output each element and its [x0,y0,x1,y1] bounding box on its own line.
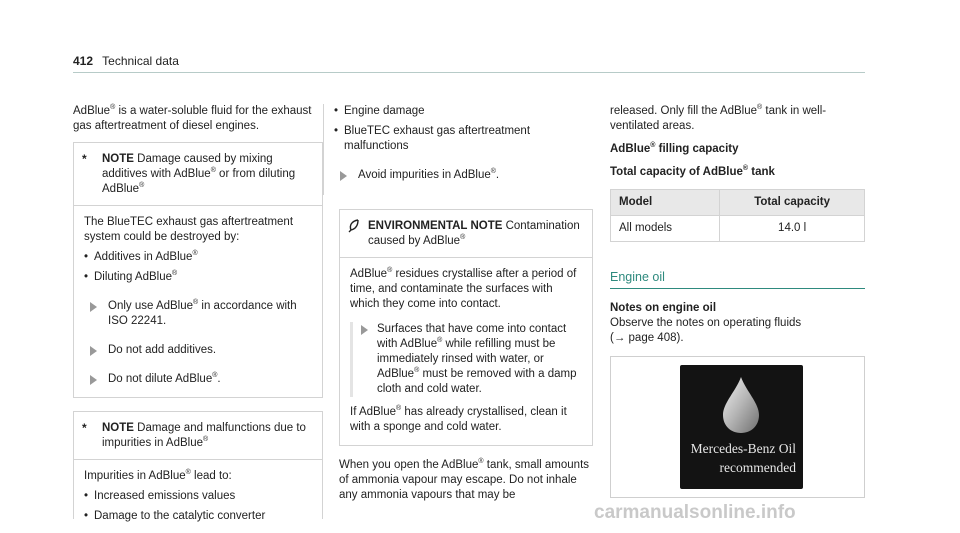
intro-paragraph: AdBlue® is a water-soluble fluid for the exhaust gas aftertreatment of diesel engines. [73,104,312,132]
instruction-arrow-icon [90,375,97,385]
list-item: • Damage to the catalytic converter [84,509,312,524]
cell-model: All models [611,216,720,242]
column-3 [610,104,865,498]
engine-oil-heading: Engine oil [610,270,865,289]
note-body: Impurities in AdBlue® lead to: • Increased emissions values • Damage to the catalytic converter [74,460,322,533]
table-row [611,216,865,242]
column-1 [73,104,323,522]
continuation-paragraph: released. Only fill the AdBlue® tank in well-ventilated areas. [610,104,827,132]
header-rule [73,72,865,73]
note-body: AdBlue® residues crystallise after a period of time, and contaminate the surfaces with which they come into contact. Surfaces that have come into contact with AdBlue® while refilling must be immediately rinsed with water, or AdBlue® must be removed with a damp cloth and cold water. If AdBlue® has already crystallised, clean it with a sponge and cold water. [340,258,592,445]
list-item: • Increased emissions values [84,489,312,504]
engine-oil-notes-text: Observe the notes on operating fluids [610,317,802,329]
column-header-model: Model [611,190,720,216]
ammonia-paragraph: When you open the AdBlue® tank, small amounts of ammonia vapour may escape. Do not inhale any ammonia vapours that may be [339,458,590,501]
table-header-row [611,190,865,216]
note-body: The BlueTEC exhaust gas aftertreatment system could be destroyed by: • Additives in AdBlue® • Diluting AdBlue® Only use AdBlue® in accordance with ISO 22241. Do not add additives. Do not dilute AdBlue®. [74,206,322,397]
engine-oil-notes-heading: Notes on engine oil [610,302,717,314]
filling-capacity-heading: AdBlue® filling capacity [610,142,739,155]
instruction-arrow-icon [90,302,97,312]
instruction-step: Surfaces that have come into contact with AdBlue® while refilling must be immediately rinsed with water, or AdBlue® must be removed with a damp cloth and cold water. [350,322,582,397]
watermark: carmanualsonline.info [594,502,796,523]
note-header: ENVIRONMENTAL NOTE Contamination caused by AdBlue® [340,210,592,258]
oil-logo-frame [610,356,865,498]
instruction-arrow-icon [361,325,368,335]
section-title: Technical data [102,54,179,68]
note-header: * NOTE Damage caused by mixing additives with AdBlue® or from diluting AdBlue® [74,143,322,206]
mercedes-oil-logo [680,365,803,489]
instruction-step: Avoid impurities in AdBlue®. [334,168,593,195]
warning-asterisk-icon: * [82,421,87,435]
list-item: • Diluting AdBlue® [84,270,312,285]
instruction-arrow-icon [340,171,347,181]
column-2 [339,104,593,503]
logo-text-line1: Mercedes-Benz Oil [690,441,796,456]
note-box-mixing [73,142,323,398]
page-number: 412 [73,54,94,68]
warning-asterisk-icon: * [82,152,87,166]
environmental-note-box [339,209,593,446]
oil-drop-icon [720,375,762,435]
page-reference-link[interactable]: (→ page 408). [610,332,684,344]
list-item: • Additives in AdBlue® [84,250,312,265]
page-header [73,54,179,69]
note-continuation [323,104,593,195]
note-box-impurities [73,411,323,522]
logo-text-line2: recommended [719,460,796,475]
list-item: • Engine damage [334,104,593,119]
column-header-capacity: Total capacity [720,190,865,216]
leaf-icon [348,219,368,249]
capacity-table [610,189,865,242]
instruction-arrow-icon [90,346,97,356]
total-capacity-heading: Total capacity of AdBlue® tank [610,165,775,178]
cell-capacity: 14.0 l [720,216,865,242]
instruction-step: Do not dilute AdBlue®. [84,372,312,387]
instruction-step: Do not add additives. [84,343,312,358]
note-header: * NOTE Damage and malfunctions due to impurities in AdBlue® [74,412,322,460]
instruction-step: Only use AdBlue® in accordance with ISO 22241. [84,299,312,329]
list-item: • BlueTEC exhaust gas aftertreatment malfunctions [334,124,593,154]
